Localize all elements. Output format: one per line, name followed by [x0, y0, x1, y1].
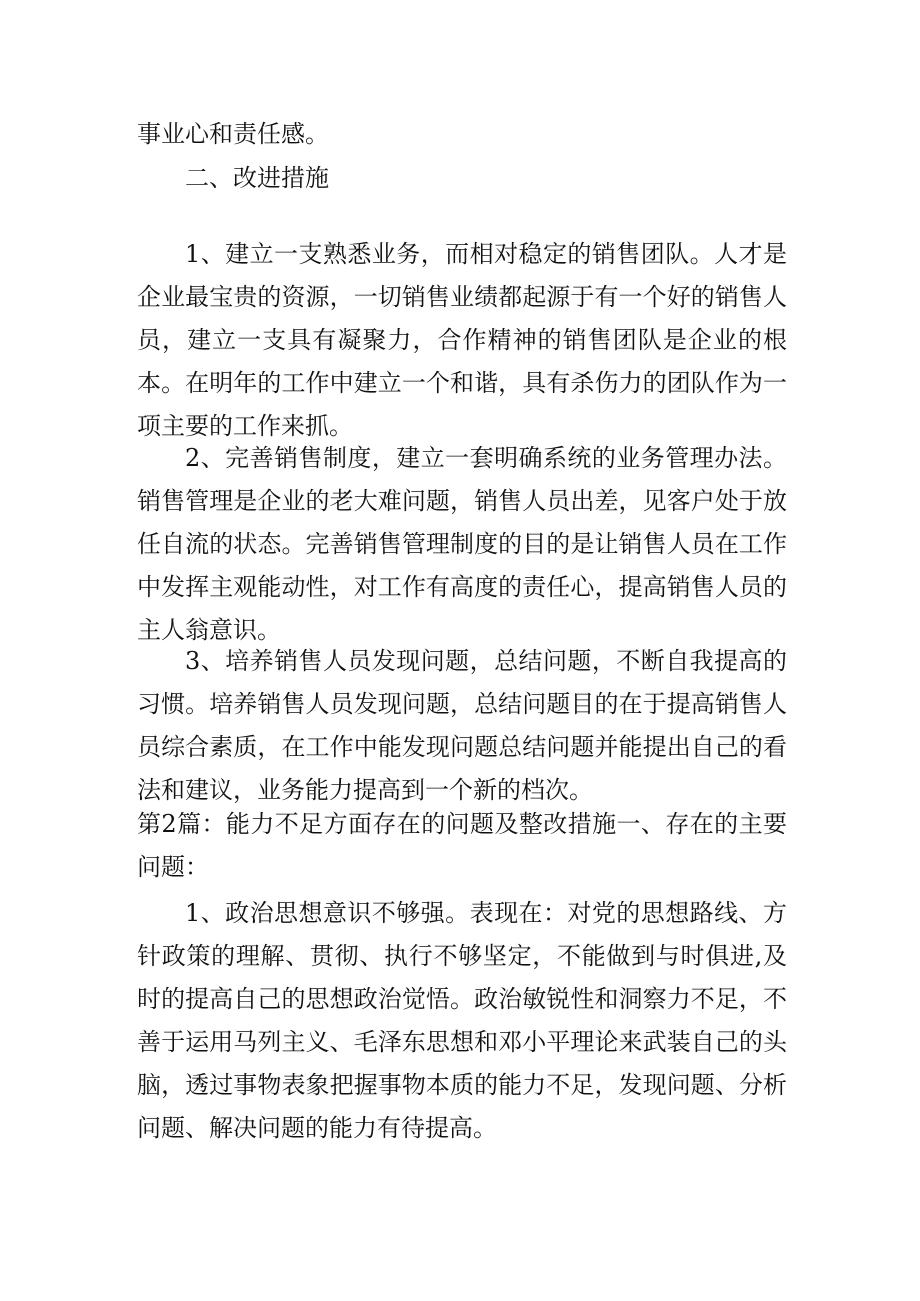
paragraph-measure-1 — [137, 233, 787, 448]
paragraph-measure-2 — [137, 437, 787, 652]
paragraph-text: 2、完善销售制度，建立一套明确系统的业务管理办法。销售管理是企业的老大难问题，销售人员出差，见客户处于放任自流的状态。完善销售管理制度的目的是让销售人员在工作中发挥主观能动性，对工作有高度的责任心，提高销售人员的主人翁意识。 — [137, 444, 787, 644]
paragraph-text: 1、政治思想意识不够强。表现在：对党的思想路线、方针政策的理解、贯彻、执行不够坚定，不能做到与时俱进,及时的提高自己的思想政治觉悟。政治敏锐性和洞察力不足，不善于运用马列主义、毛泽东思想和邓小平理论来武装自己的头脑，透过事物表象把握事物本质的能力不足，发现问题、分析问题、解决问题的能力有待提高。 — [137, 899, 787, 1142]
paragraph-text: 3、培养销售人员发现问题，总结问题，不断自我提高的习惯。培养销售人员发现问题，总结问题目的在于提高销售人员综合素质，在工作中能发现问题总结问题并能提出自己的看法和建议，业务能力提高到一个新的档次。 — [137, 647, 787, 804]
section-heading-text: 二、改进措施 — [185, 164, 329, 192]
article-2-heading — [137, 803, 787, 889]
section-heading-improvement — [137, 157, 787, 200]
paragraph-text: 事业心和责任感。 — [137, 120, 329, 148]
paragraph-problem-1 — [137, 892, 787, 1150]
article-heading-text: 第2篇：能力不足方面存在的问题及整改措施一、存在的主要问题： — [137, 810, 787, 881]
paragraph-measure-3 — [137, 640, 787, 812]
paragraph-text: 1、建立一支熟悉业务，而相对稳定的销售团队。人才是企业最宝贵的资源，一切销售业绩都起源于有一个好的销售人员，建立一支具有凝聚力，合作精神的销售团队是企业的根本。在明年的工作中建立一个和谐，具有杀伤力的团队作为一项主要的工作来抓。 — [137, 240, 787, 440]
paragraph-continuation — [137, 113, 787, 156]
